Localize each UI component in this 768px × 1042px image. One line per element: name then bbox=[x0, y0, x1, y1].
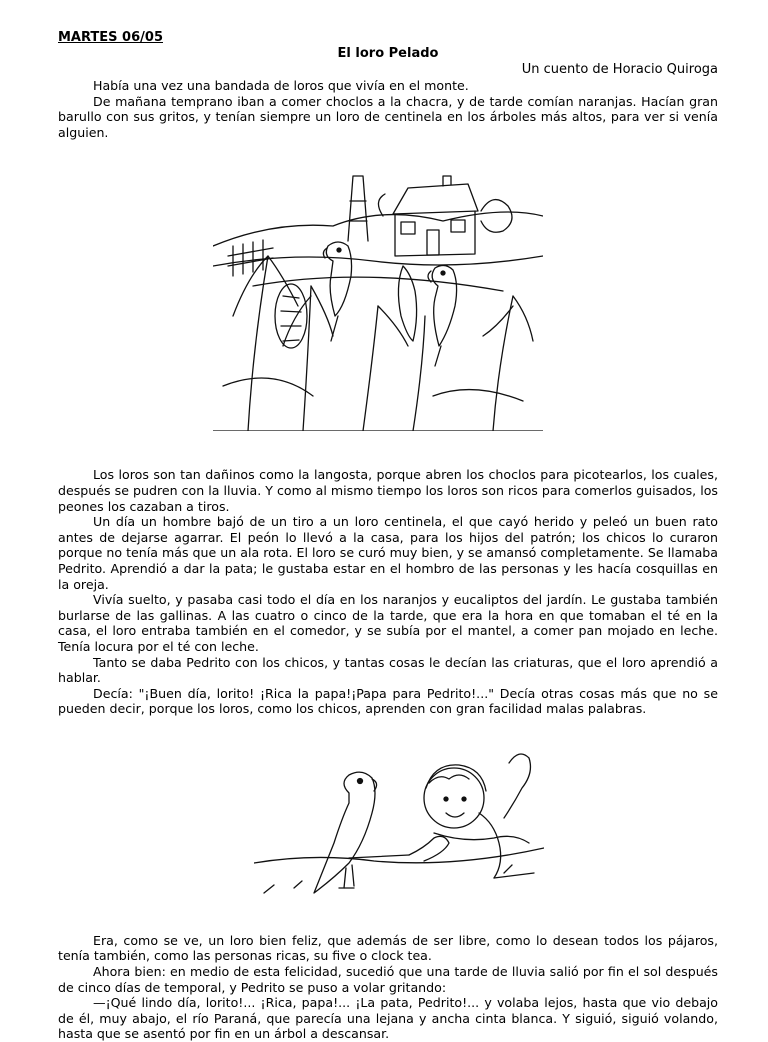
parrots-cornfield-illustration bbox=[213, 166, 543, 431]
story-title: El loro Pelado bbox=[337, 46, 439, 61]
paragraph: Decía: "¡Buen día, lorito! ¡Rica la papa!¡Papa para Pedrito!..." Decía otras cosas más que no se pueden decir, porque los loros, como los chicos, aprenden con gran facilidad malas palabras. bbox=[58, 685, 718, 717]
author-line: Un cuento de Horacio Quiroga bbox=[521, 62, 718, 77]
paragraph: Los loros son tan dañinos como la langosta, porque abren los choclos para picotearlos, los cuales, después se pudren con la lluvia. Y como al mismo tiempo los loros son ricos para comerlos guisados, los peones los cazaban a tiros. bbox=[58, 467, 718, 514]
paragraph: Había una vez una bandada de loros que vivía en el monte. bbox=[93, 78, 469, 93]
document-page bbox=[58, 30, 718, 1042]
paragraph: Ahora bien: en medio de esta felicidad, sucedió que una tarde de lluvia salió por fin el sol después de cinco días de temporal, y Pedrito se puso a volar gritando: bbox=[58, 964, 718, 995]
paragraph: Era, como se ve, un loro bien feliz, que además de ser libre, como lo desean todos los pájaros, tenía también, como las personas ricas, su five o clock tea. bbox=[58, 932, 718, 964]
paragraph: Un día un hombre bajó de un tiro a un loro centinela, el que cayó herido y peleó un buen rato antes de dejarse agarrar. El peón lo llevó a la casa, para los hijos del patrón; los chicos lo curaron porque no tenía más que un ala rota. El loro se curó muy bien, y se amansó completamente. Se llamaba Pedrito. Aprendió a dar la pata; le gustaba estar en el hombro de las personas y les hacía cosquillas en la oreja. bbox=[58, 514, 718, 592]
paragraph: Vivía suelto, y pasaba casi todo el día en los naranjos y eucaliptos del jardín. Le gustaba también burlarse de las gallinas. A las cuatro o cinco de la tarde, que era la hora en que tomaban el té en la casa, el loro entraba también en el comedor, y se subía por el mantel, a comer pan mojado en leche. Tenía locura por el té con leche. bbox=[58, 592, 718, 654]
paragraph: Tanto se daba Pedrito con los chicos, y tantas cosas le decían las criaturas, que el loro aprendió a hablar. bbox=[58, 654, 718, 686]
paragraph: —¡Qué lindo día, lorito!... ¡Rica, papa!... ¡La pata, Pedrito!... y volaba lejos, hasta que vio debajo de él, muy abajo, el río Paraná, que parecía una lejana y ancha cinta blanca. Y siguió, siguió volando, hasta que se asentó por fin en un árbol a descansar. bbox=[58, 995, 718, 1042]
paragraph: De mañana temprano iban a comer choclos a la chacra, y de tarde comían naranjas. Hacían gran barullo con sus gritos, y tenían siempre un loro de centinela en los árboles más altos, para ver si venía alguien. bbox=[58, 93, 718, 140]
date-heading: MARTES 06/05 bbox=[58, 30, 163, 45]
boy-parrot-illustration bbox=[254, 743, 544, 911]
